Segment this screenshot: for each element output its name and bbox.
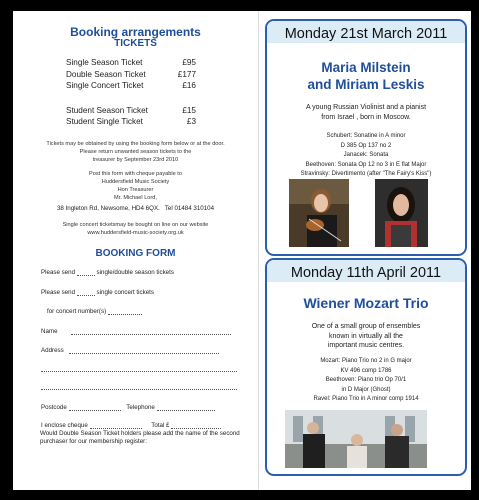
- price-value: £15: [182, 105, 196, 115]
- artist-line: Maria Milstein: [321, 60, 411, 75]
- season-ticket-line: [41, 269, 174, 276]
- price-value: £3: [186, 117, 196, 126]
- telephone-label: Telephone: [126, 404, 155, 411]
- programme-line: Schubert: Sonatine in A minor: [326, 133, 406, 139]
- concert-panel-2: [265, 258, 467, 476]
- name-label: Name: [41, 328, 58, 335]
- price-row: [66, 57, 196, 69]
- pianist-photo: [375, 179, 428, 247]
- address-line: [41, 365, 237, 372]
- programme-line: Ravel: Piano Trio in A minor comp 1914: [313, 396, 419, 402]
- total-label: Total £: [151, 422, 170, 429]
- online-note: [13, 221, 258, 237]
- postcode-field[interactable]: [69, 410, 121, 411]
- please-send-label: Please send: [41, 269, 76, 276]
- address-line: [41, 383, 237, 390]
- price-label: Double Season Ticket: [66, 69, 146, 79]
- postcode-line: [41, 404, 215, 411]
- concert-tickets-label: single concert tickets: [96, 289, 154, 296]
- concert-ticket-line: [41, 289, 154, 296]
- programme-line: Beethoven: Piano trio Op 70/1: [325, 377, 407, 383]
- cheque-line: [41, 422, 221, 429]
- season-tickets-label: single/double season tickets: [96, 269, 174, 276]
- price-label: Single Season Ticket: [66, 58, 143, 67]
- concert-number-label: for concert number(s): [47, 308, 107, 315]
- concert-artists: [267, 59, 465, 93]
- concert-artists: Wiener Mozart Trio: [303, 295, 429, 311]
- total-field[interactable]: [171, 428, 221, 429]
- name-field[interactable]: [71, 334, 231, 335]
- price-value: £95: [182, 58, 196, 67]
- programme-line: in D Major (Ghost): [341, 386, 391, 393]
- note-line: Single concert ticketsmay be bought on line on our website: [62, 222, 209, 228]
- concert-number-field[interactable]: [108, 314, 142, 315]
- note-line: Please return unwanted season tickets to the: [79, 149, 192, 155]
- season-qty-field[interactable]: [77, 275, 95, 276]
- note-line: treasurer by September 23rd 2010: [92, 157, 179, 163]
- concert-description: [277, 103, 455, 122]
- concert-qty-field[interactable]: [77, 295, 95, 296]
- description-line: important music centres.: [327, 342, 405, 349]
- page-fold: [258, 11, 259, 490]
- address-text: 38 Ingleton Rd, Newsome, HD4 6QX.: [56, 205, 160, 212]
- note-line: Mr. Michael Lord,: [114, 195, 157, 201]
- trio-photo: [285, 410, 427, 468]
- violinist-photo: [289, 179, 349, 247]
- please-send-label: Please send: [41, 289, 76, 296]
- note-line: Post this form with cheque payable to: [89, 171, 182, 177]
- price-row: [66, 80, 196, 92]
- cheque-field[interactable]: [90, 428, 142, 429]
- telephone-field[interactable]: [157, 410, 215, 411]
- tickets-title: TICKETS: [114, 38, 157, 49]
- concert-date: Monday 11th April 2011: [267, 260, 465, 282]
- description-line: from Israel , born in Moscow.: [321, 113, 411, 121]
- programme-line: KV 496 comp 1786: [340, 367, 392, 374]
- programme-line: Beethoven: Sonata Op 12 no 3 in E flat Major: [305, 161, 427, 168]
- website-link[interactable]: www.huddersfield-music-society.org.uk: [87, 230, 184, 236]
- telephone-text: Tel 01484 310104: [164, 205, 215, 212]
- postcode-label: Postcode: [41, 404, 67, 411]
- artist-line: and Miriam Leskis: [307, 77, 425, 92]
- price-value: £177: [177, 69, 196, 79]
- price-row: [66, 105, 196, 117]
- booking-column: [13, 11, 258, 490]
- price-table: [66, 57, 196, 128]
- concert-panel-1: [265, 19, 467, 256]
- concert-number-line: [47, 308, 142, 315]
- cheque-label: I enclose cheque: [41, 422, 88, 429]
- note-line: Hon Treasurer: [117, 187, 154, 193]
- price-row: [66, 69, 196, 81]
- address-field-1[interactable]: [69, 353, 219, 354]
- price-label: Single Concert Ticket: [66, 81, 144, 90]
- treasurer-address: [13, 205, 258, 212]
- description-line: A young Russian Violinist and a pianist: [305, 104, 427, 111]
- price-value: £16: [182, 81, 196, 90]
- programme-line: D 385 Op 137 no 2: [340, 142, 392, 149]
- second-purchaser-note: Would Double Season Ticket holders please add the name of the second purchaser for our membership register:: [40, 430, 240, 445]
- concert-programme: [271, 357, 461, 405]
- booking-form-title: BOOKING FORM: [95, 248, 176, 259]
- concert-programme: [271, 132, 461, 180]
- programme-line: Mozart: Piano Trio no 2 in G major: [320, 358, 412, 364]
- concert-date: Monday 21st March 2011: [267, 21, 465, 43]
- address-field-2[interactable]: [41, 371, 237, 372]
- address-field-3[interactable]: [41, 389, 237, 390]
- description-line: known in virtually all the: [329, 332, 403, 340]
- address-label: Address: [41, 347, 64, 354]
- price-row: [66, 116, 196, 128]
- price-label: Student Season Ticket: [66, 105, 148, 115]
- name-line: [41, 328, 231, 335]
- note-line: Huddersfield Music Society: [101, 179, 170, 185]
- post-note: [13, 170, 258, 202]
- price-label: Student Single Ticket: [66, 117, 143, 126]
- booking-title: Booking arrangements: [70, 25, 201, 39]
- description-line: One of a small group of ensembles: [311, 323, 421, 330]
- programme-line: Janacek: Sonata: [343, 152, 389, 158]
- concert-description: [277, 322, 455, 351]
- address-line: [41, 347, 219, 354]
- note-line: Tickets may be obtained by using the booking form below or at the door.: [46, 141, 225, 147]
- programme-line: Stravinsky: Divertimento (after "The Fairy's Kiss"): [300, 171, 432, 177]
- return-note: [13, 140, 258, 164]
